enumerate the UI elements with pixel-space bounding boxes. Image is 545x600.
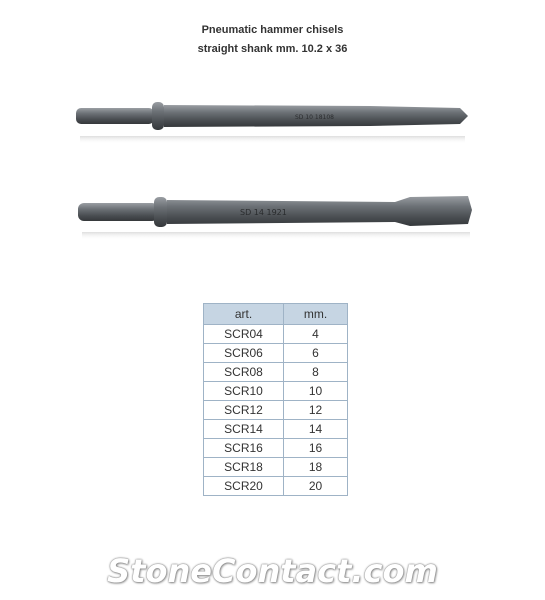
table-cell-mm: 20: [284, 477, 348, 496]
table-cell-mm: 10: [284, 382, 348, 401]
wide-chisel-image: [70, 190, 480, 250]
table-cell-mm: 14: [284, 420, 348, 439]
table-row: [204, 344, 348, 363]
table-cell-mm: 8: [284, 363, 348, 382]
table-header-row: [204, 304, 348, 325]
table-cell-art: SCR12: [204, 401, 284, 420]
table-cell-art: SCR04: [204, 325, 284, 344]
table-cell-art: SCR18: [204, 458, 284, 477]
table-row: [204, 401, 348, 420]
table-cell-mm: 16: [284, 439, 348, 458]
table-cell-mm: 12: [284, 401, 348, 420]
table-cell-mm: 4: [284, 325, 348, 344]
table-cell-art: SCR14: [204, 420, 284, 439]
table-cell-art: SCR06: [204, 344, 284, 363]
table-row: [204, 363, 348, 382]
table-cell-mm: 6: [284, 344, 348, 363]
table-cell-art: SCR10: [204, 382, 284, 401]
chisel-stamp: SD 10 18108: [295, 114, 334, 121]
table-row: [204, 325, 348, 344]
column-header-mm: mm.: [284, 304, 348, 325]
page-title: Pneumatic hammer chisels: [201, 24, 344, 36]
page-subtitle: straight shank mm. 10.2 x 36: [197, 43, 348, 55]
table-row: [204, 439, 348, 458]
table-cell-art: SCR20: [204, 477, 284, 496]
table-cell-art: SCR16: [204, 439, 284, 458]
narrow-chisel-image: [70, 92, 480, 152]
spec-table: [203, 303, 348, 496]
table-row: [204, 477, 348, 496]
table-row: [204, 458, 348, 477]
watermark: StoneContact.com: [107, 552, 438, 590]
table-cell-mm: 18: [284, 458, 348, 477]
column-header-art: art.: [204, 304, 284, 325]
table-row: [204, 382, 348, 401]
table-cell-art: SCR08: [204, 363, 284, 382]
chisel-stamp: SD 14 1921: [240, 208, 287, 217]
table-row: [204, 420, 348, 439]
